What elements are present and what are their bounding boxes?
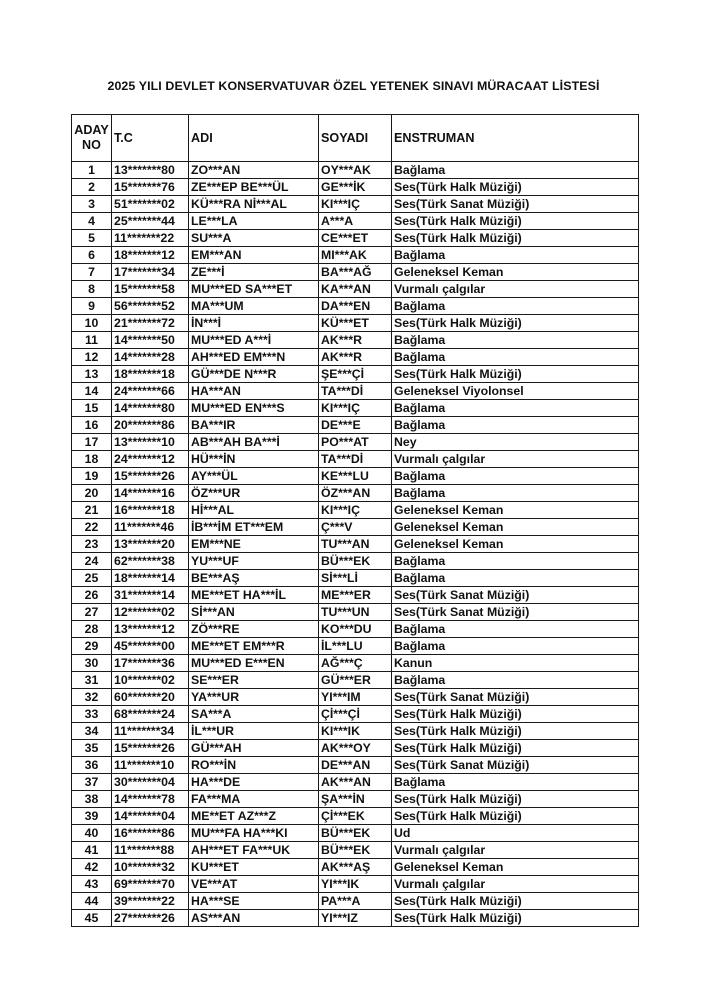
surname-cell: TA***Dİ — [319, 383, 392, 400]
instrument-cell: Ses(Türk Halk Müziği) — [392, 791, 639, 808]
instrument-cell: Ses(Türk Halk Müziği) — [392, 808, 639, 825]
surname-cell: MI***AK — [319, 247, 392, 264]
name-cell: YU***UF — [189, 553, 319, 570]
no-cell: 32 — [72, 689, 112, 706]
header-enstruman: ENSTRUMAN — [392, 115, 639, 162]
table-row — [72, 502, 639, 519]
tc-cell: 11*******34 — [112, 723, 189, 740]
surname-cell: YI***IZ — [319, 910, 392, 927]
name-cell: FA***MA — [189, 791, 319, 808]
instrument-cell: Bağlama — [392, 417, 639, 434]
surname-cell: KÜ***ET — [319, 315, 392, 332]
tc-cell: 15*******26 — [112, 468, 189, 485]
instrument-cell: Bağlama — [392, 400, 639, 417]
instrument-cell: Ses(Türk Sanat Müziği) — [392, 757, 639, 774]
surname-cell: ME***ER — [319, 587, 392, 604]
surname-cell: TU***AN — [319, 536, 392, 553]
table-row — [72, 808, 639, 825]
instrument-cell: Bağlama — [392, 332, 639, 349]
tc-cell: 11*******88 — [112, 842, 189, 859]
no-cell: 6 — [72, 247, 112, 264]
name-cell: SA***A — [189, 706, 319, 723]
tc-cell: 14*******78 — [112, 791, 189, 808]
instrument-cell: Geleneksel Keman — [392, 519, 639, 536]
instrument-cell: Ney — [392, 434, 639, 451]
instrument-cell: Bağlama — [392, 672, 639, 689]
name-cell: ZO***AN — [189, 162, 319, 179]
instrument-cell: Vurmalı çalgılar — [392, 451, 639, 468]
instrument-cell: Vurmalı çalgılar — [392, 281, 639, 298]
no-cell: 30 — [72, 655, 112, 672]
table-row — [72, 298, 639, 315]
name-cell: KU***ET — [189, 859, 319, 876]
name-cell: HA***SE — [189, 893, 319, 910]
no-cell: 4 — [72, 213, 112, 230]
surname-cell: ŞE***Çİ — [319, 366, 392, 383]
surname-cell: Sİ***Lİ — [319, 570, 392, 587]
name-cell: YA***UR — [189, 689, 319, 706]
instrument-cell: Bağlama — [392, 485, 639, 502]
name-cell: HA***DE — [189, 774, 319, 791]
tc-cell: 18*******12 — [112, 247, 189, 264]
no-cell: 18 — [72, 451, 112, 468]
name-cell: MU***ED SA***ET — [189, 281, 319, 298]
instrument-cell: Ses(Türk Halk Müziği) — [392, 179, 639, 196]
table-row — [72, 434, 639, 451]
table-row — [72, 451, 639, 468]
table-row — [72, 621, 639, 638]
table-row — [72, 264, 639, 281]
tc-cell: 10*******02 — [112, 672, 189, 689]
no-cell: 11 — [72, 332, 112, 349]
name-cell: VE***AT — [189, 876, 319, 893]
surname-cell: DA***EN — [319, 298, 392, 315]
instrument-cell: Geleneksel Keman — [392, 502, 639, 519]
table-row — [72, 570, 639, 587]
surname-cell: A***A — [319, 213, 392, 230]
surname-cell: PO***AT — [319, 434, 392, 451]
no-cell: 16 — [72, 417, 112, 434]
name-cell: ZÖ***RE — [189, 621, 319, 638]
no-cell: 1 — [72, 162, 112, 179]
surname-cell: İL***LU — [319, 638, 392, 655]
no-cell: 5 — [72, 230, 112, 247]
tc-cell: 15*******58 — [112, 281, 189, 298]
table-header — [72, 115, 639, 162]
surname-cell: GE***İK — [319, 179, 392, 196]
tc-cell: 62*******38 — [112, 553, 189, 570]
table-row — [72, 604, 639, 621]
no-cell: 35 — [72, 740, 112, 757]
tc-cell: 13*******10 — [112, 434, 189, 451]
name-cell: ZE***İ — [189, 264, 319, 281]
tc-cell: 17*******34 — [112, 264, 189, 281]
no-cell: 20 — [72, 485, 112, 502]
tc-cell: 12*******02 — [112, 604, 189, 621]
name-cell: EM***NE — [189, 536, 319, 553]
tc-cell: 13*******20 — [112, 536, 189, 553]
surname-cell: Ç***V — [319, 519, 392, 536]
tc-cell: 11*******10 — [112, 757, 189, 774]
no-cell: 17 — [72, 434, 112, 451]
no-cell: 25 — [72, 570, 112, 587]
instrument-cell: Geleneksel Keman — [392, 859, 639, 876]
name-cell: RO***İN — [189, 757, 319, 774]
no-cell: 15 — [72, 400, 112, 417]
name-cell: AH***ET FA***UK — [189, 842, 319, 859]
header-aday-no — [72, 115, 112, 162]
table-row — [72, 315, 639, 332]
surname-cell: OY***AK — [319, 162, 392, 179]
name-cell: MU***FA HA***KI — [189, 825, 319, 842]
tc-cell: 60*******20 — [112, 689, 189, 706]
table-row — [72, 706, 639, 723]
table-row — [72, 247, 639, 264]
name-cell: ZE***EP BE***ÜL — [189, 179, 319, 196]
table-row — [72, 876, 639, 893]
instrument-cell: Ses(Türk Halk Müziği) — [392, 213, 639, 230]
header-adi: ADI — [189, 115, 319, 162]
surname-cell: PA***A — [319, 893, 392, 910]
tc-cell: 17*******36 — [112, 655, 189, 672]
surname-cell: KI***IÇ — [319, 502, 392, 519]
table-row — [72, 179, 639, 196]
no-cell: 19 — [72, 468, 112, 485]
page-title: 2025 YILI DEVLET KONSERVATUVAR ÖZEL YETENEK SINAVI MÜRACAAT LİSTESİ — [107, 79, 600, 93]
no-cell: 34 — [72, 723, 112, 740]
surname-cell: Çİ***Çİ — [319, 706, 392, 723]
header-row — [72, 115, 639, 162]
table-row — [72, 638, 639, 655]
instrument-cell: Ses(Türk Halk Müziği) — [392, 723, 639, 740]
tc-cell: 24*******66 — [112, 383, 189, 400]
no-cell: 28 — [72, 621, 112, 638]
name-cell: ME***ET HA***İL — [189, 587, 319, 604]
tc-cell: 14*******04 — [112, 808, 189, 825]
surname-cell: KO***DU — [319, 621, 392, 638]
no-cell: 10 — [72, 315, 112, 332]
instrument-cell: Ses(Türk Halk Müziği) — [392, 366, 639, 383]
surname-cell: ÖZ***AN — [319, 485, 392, 502]
table-row — [72, 162, 639, 179]
surname-cell: KE***LU — [319, 468, 392, 485]
no-cell: 38 — [72, 791, 112, 808]
instrument-cell: Ses(Türk Sanat Müziği) — [392, 689, 639, 706]
no-cell: 43 — [72, 876, 112, 893]
table-row — [72, 893, 639, 910]
surname-cell: AK***R — [319, 349, 392, 366]
no-cell: 36 — [72, 757, 112, 774]
name-cell: ÖZ***UR — [189, 485, 319, 502]
table-row — [72, 825, 639, 842]
instrument-cell: Vurmalı çalgılar — [392, 842, 639, 859]
name-cell: KÜ***RA Nİ***AL — [189, 196, 319, 213]
surname-cell: KI***IÇ — [319, 196, 392, 213]
surname-cell: TA***Dİ — [319, 451, 392, 468]
header-aday-no-line1: ADAY — [74, 123, 109, 137]
instrument-cell: Geleneksel Keman — [392, 264, 639, 281]
instrument-cell: Bağlama — [392, 247, 639, 264]
table-row — [72, 468, 639, 485]
surname-cell: BÜ***EK — [319, 842, 392, 859]
table-row — [72, 910, 639, 927]
instrument-cell: Ses(Türk Halk Müziği) — [392, 315, 639, 332]
name-cell: EM***AN — [189, 247, 319, 264]
name-cell: LE***LA — [189, 213, 319, 230]
tc-cell: 24*******12 — [112, 451, 189, 468]
table-row — [72, 349, 639, 366]
instrument-cell: Ses(Türk Halk Müziği) — [392, 893, 639, 910]
tc-cell: 56*******52 — [112, 298, 189, 315]
no-cell: 40 — [72, 825, 112, 842]
instrument-cell: Bağlama — [392, 468, 639, 485]
name-cell: MA***UM — [189, 298, 319, 315]
instrument-cell: Bağlama — [392, 774, 639, 791]
tc-cell: 69*******70 — [112, 876, 189, 893]
table-row — [72, 281, 639, 298]
name-cell: İN***İ — [189, 315, 319, 332]
tc-cell: 15*******76 — [112, 179, 189, 196]
surname-cell: BÜ***EK — [319, 825, 392, 842]
no-cell: 37 — [72, 774, 112, 791]
table-body — [72, 162, 639, 927]
table-row — [72, 196, 639, 213]
surname-cell: DE***AN — [319, 757, 392, 774]
table-row — [72, 366, 639, 383]
surname-cell: AK***AŞ — [319, 859, 392, 876]
no-cell: 14 — [72, 383, 112, 400]
header-tc: T.C — [112, 115, 189, 162]
table-row — [72, 859, 639, 876]
instrument-cell: Geleneksel Keman — [392, 536, 639, 553]
instrument-cell: Ses(Türk Sanat Müziği) — [392, 196, 639, 213]
instrument-cell: Bağlama — [392, 570, 639, 587]
table-row — [72, 417, 639, 434]
table-row — [72, 757, 639, 774]
surname-cell: CE***ET — [319, 230, 392, 247]
tc-cell: 14*******16 — [112, 485, 189, 502]
tc-cell: 27*******26 — [112, 910, 189, 927]
tc-cell: 30*******04 — [112, 774, 189, 791]
table-row — [72, 400, 639, 417]
name-cell: İL***UR — [189, 723, 319, 740]
instrument-cell: Bağlama — [392, 621, 639, 638]
instrument-cell: Bağlama — [392, 162, 639, 179]
name-cell: İB***İM ET***EM — [189, 519, 319, 536]
no-cell: 12 — [72, 349, 112, 366]
tc-cell: 25*******44 — [112, 213, 189, 230]
instrument-cell: Ses(Türk Halk Müziği) — [392, 230, 639, 247]
surname-cell: GÜ***ER — [319, 672, 392, 689]
instrument-cell: Ud — [392, 825, 639, 842]
surname-cell: AĞ***Ç — [319, 655, 392, 672]
surname-cell: AK***R — [319, 332, 392, 349]
table-row — [72, 332, 639, 349]
table-row — [72, 519, 639, 536]
no-cell: 22 — [72, 519, 112, 536]
tc-cell: 14*******80 — [112, 400, 189, 417]
tc-cell: 11*******22 — [112, 230, 189, 247]
table-row — [72, 689, 639, 706]
table-row — [72, 536, 639, 553]
no-cell: 42 — [72, 859, 112, 876]
name-cell: MU***ED E***EN — [189, 655, 319, 672]
name-cell: SU***A — [189, 230, 319, 247]
tc-cell: 51*******02 — [112, 196, 189, 213]
no-cell: 3 — [72, 196, 112, 213]
no-cell: 39 — [72, 808, 112, 825]
table-row — [72, 230, 639, 247]
name-cell: Hİ***AL — [189, 502, 319, 519]
name-cell: MU***ED A***İ — [189, 332, 319, 349]
surname-cell: YI***IK — [319, 876, 392, 893]
no-cell: 23 — [72, 536, 112, 553]
surname-cell: AK***OY — [319, 740, 392, 757]
surname-cell: DE***E — [319, 417, 392, 434]
tc-cell: 16*******18 — [112, 502, 189, 519]
instrument-cell: Ses(Türk Halk Müziği) — [392, 706, 639, 723]
no-cell: 2 — [72, 179, 112, 196]
no-cell: 8 — [72, 281, 112, 298]
no-cell: 9 — [72, 298, 112, 315]
surname-cell: Çİ***EK — [319, 808, 392, 825]
name-cell: ME***ET EM***R — [189, 638, 319, 655]
surname-cell: TU***UN — [319, 604, 392, 621]
table-row — [72, 655, 639, 672]
no-cell: 29 — [72, 638, 112, 655]
table-row — [72, 553, 639, 570]
instrument-cell: Ses(Türk Sanat Müziği) — [392, 587, 639, 604]
no-cell: 26 — [72, 587, 112, 604]
table-row — [72, 485, 639, 502]
no-cell: 45 — [72, 910, 112, 927]
tc-cell: 18*******14 — [112, 570, 189, 587]
instrument-cell: Bağlama — [392, 349, 639, 366]
no-cell: 33 — [72, 706, 112, 723]
name-cell: AB***AH BA***İ — [189, 434, 319, 451]
surname-cell: BÜ***EK — [319, 553, 392, 570]
surname-cell: KA***AN — [319, 281, 392, 298]
surname-cell: KI***IÇ — [319, 400, 392, 417]
instrument-cell: Ses(Türk Sanat Müziği) — [392, 604, 639, 621]
tc-cell: 14*******28 — [112, 349, 189, 366]
tc-cell: 18*******18 — [112, 366, 189, 383]
surname-cell: KI***IK — [319, 723, 392, 740]
tc-cell: 20*******86 — [112, 417, 189, 434]
name-cell: MU***ED EN***S — [189, 400, 319, 417]
header-aday-no-line2: NO — [82, 138, 101, 152]
table-row — [72, 213, 639, 230]
instrument-cell: Bağlama — [392, 553, 639, 570]
name-cell: AS***AN — [189, 910, 319, 927]
table-row — [72, 383, 639, 400]
tc-cell: 13*******12 — [112, 621, 189, 638]
name-cell: HA***AN — [189, 383, 319, 400]
table-row — [72, 723, 639, 740]
instrument-cell: Vurmalı çalgılar — [392, 876, 639, 893]
tc-cell: 14*******50 — [112, 332, 189, 349]
surname-cell: ŞA***İN — [319, 791, 392, 808]
table-row — [72, 672, 639, 689]
tc-cell: 45*******00 — [112, 638, 189, 655]
tc-cell: 21*******72 — [112, 315, 189, 332]
tc-cell: 13*******80 — [112, 162, 189, 179]
no-cell: 41 — [72, 842, 112, 859]
instrument-cell: Geleneksel Viyolonsel — [392, 383, 639, 400]
name-cell: GÜ***AH — [189, 740, 319, 757]
tc-cell: 68*******24 — [112, 706, 189, 723]
name-cell: GÜ***DE N***R — [189, 366, 319, 383]
name-cell: BA***IR — [189, 417, 319, 434]
instrument-cell: Ses(Türk Halk Müziği) — [392, 910, 639, 927]
table-row — [72, 842, 639, 859]
surname-cell: BA***AĞ — [319, 264, 392, 281]
instrument-cell: Bağlama — [392, 298, 639, 315]
name-cell: AY***ÜL — [189, 468, 319, 485]
name-cell: AH***ED EM***N — [189, 349, 319, 366]
header-soyadi: SOYADI — [319, 115, 392, 162]
tc-cell: 15*******26 — [112, 740, 189, 757]
no-cell: 44 — [72, 893, 112, 910]
no-cell: 7 — [72, 264, 112, 281]
surname-cell: AK***AN — [319, 774, 392, 791]
tc-cell: 10*******32 — [112, 859, 189, 876]
no-cell: 21 — [72, 502, 112, 519]
tc-cell: 16*******86 — [112, 825, 189, 842]
no-cell: 31 — [72, 672, 112, 689]
no-cell: 24 — [72, 553, 112, 570]
instrument-cell: Ses(Türk Halk Müziği) — [392, 740, 639, 757]
no-cell: 13 — [72, 366, 112, 383]
instrument-cell: Kanun — [392, 655, 639, 672]
name-cell: ME**ET AZ***Z — [189, 808, 319, 825]
no-cell: 27 — [72, 604, 112, 621]
table-row — [72, 587, 639, 604]
name-cell: BE***AŞ — [189, 570, 319, 587]
tc-cell: 31*******14 — [112, 587, 189, 604]
table-row — [72, 791, 639, 808]
table-row — [72, 740, 639, 757]
name-cell: HÜ***İN — [189, 451, 319, 468]
instrument-cell: Bağlama — [392, 638, 639, 655]
name-cell: Sİ***AN — [189, 604, 319, 621]
surname-cell: YI***IM — [319, 689, 392, 706]
applicant-table — [71, 114, 639, 927]
tc-cell: 39*******22 — [112, 893, 189, 910]
tc-cell: 11*******46 — [112, 519, 189, 536]
table-row — [72, 774, 639, 791]
name-cell: SE***ER — [189, 672, 319, 689]
